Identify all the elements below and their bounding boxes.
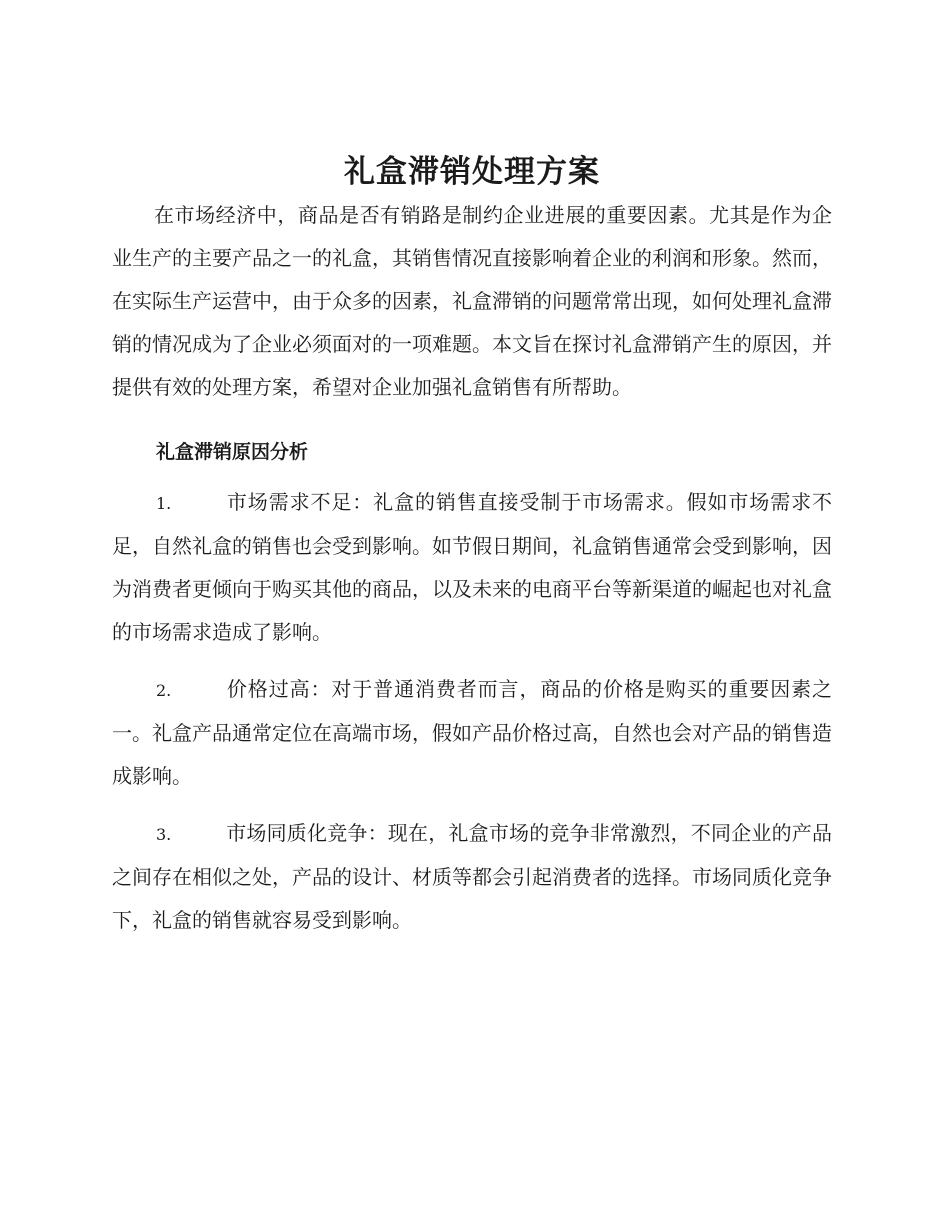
list-item-number: 2. xyxy=(156,681,172,700)
list-item-text: 价格过高：对于普通消费者而言，商品的价格是购买的重要因素之一。礼盒产品通常定位在高端市场，假如产品价格过高，自然也会对产品的销售造成影响。 xyxy=(112,677,832,788)
reasons-list xyxy=(112,481,832,942)
intro-paragraph: 在市场经济中，商品是否有销路是制约企业进展的重要因素。尤其是作为企业生产的主要产品之一的礼盒，其销售情况直接影响着企业的利润和形象。然而，在实际生产运营中，由于众多的因素，礼盒滞销的问题常常出现，如何处理礼盒滞销的情况成为了企业必须面对的一项难题。本文旨在探讨礼盒滞销产生的原因，并提供有效的处理方案，希望对企业加强礼盒销售有所帮助。 xyxy=(112,203,832,399)
list-item-number: 1. xyxy=(156,494,172,513)
document-page xyxy=(112,150,832,942)
list-item-number: 3. xyxy=(156,825,172,844)
section-heading: 礼盒滞销原因分析 xyxy=(156,441,309,463)
list-item xyxy=(112,812,832,942)
list-item xyxy=(112,481,832,654)
list-item-text: 市场同质化竞争：现在，礼盒市场的竞争非常激烈，不同企业的产品之间存在相似之处，产品的设计、材质等都会引起消费者的选择。市场同质化竞争下，礼盒的销售就容易受到影响。 xyxy=(112,821,832,932)
list-item-text: 市场需求不足：礼盒的销售直接受制于市场需求。假如市场需求不足，自然礼盒的销售也会受到影响。如节假日期间，礼盒销售通常会受到影响，因为消费者更倾向于购买其他的商品，以及未来的电商平台等新渠道的崛起也对礼盒的市场需求造成了影响。 xyxy=(112,490,832,644)
list-item xyxy=(112,668,832,798)
document-title: 礼盒滞销处理方案 xyxy=(344,154,600,190)
